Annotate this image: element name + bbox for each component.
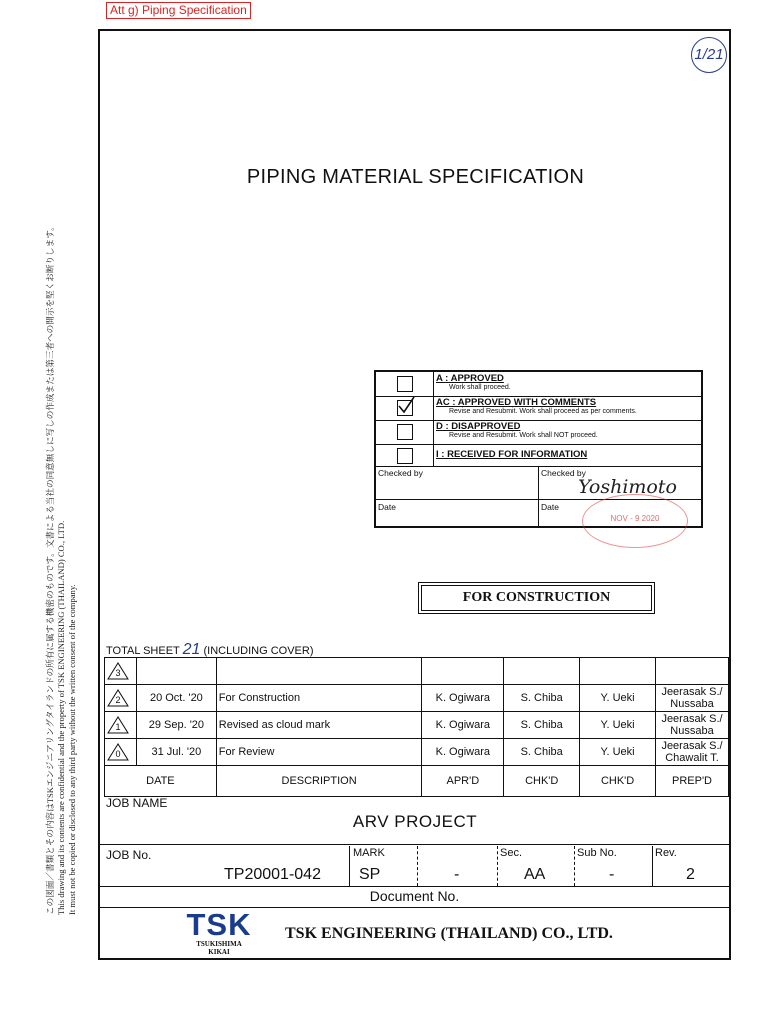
table-header-row [105, 766, 729, 797]
confidentiality-en-1: This drawing and its contents are confidential and the property of TSK ENGINEERING (THAILAND) CO., LTD. [56, 520, 66, 915]
approval-row-information [376, 444, 701, 467]
revision-checked-by-2: Y. Ueki [580, 685, 656, 712]
project-name: ARV PROJECT [352, 812, 478, 831]
signature: Yoshimoto [578, 476, 677, 498]
approval-row-head: D : DISAPPROVED [436, 421, 521, 432]
revision-approved-by: K. Ogiwara [422, 712, 504, 739]
approved-with-comments-checkbox[interactable] [397, 400, 413, 416]
sheet-number-badge: 1/21 [691, 37, 727, 73]
table-row [105, 685, 729, 712]
mark-value: SP [359, 866, 381, 883]
information-checkbox[interactable] [397, 448, 413, 464]
date-label: Date [541, 502, 559, 512]
checked-by-label: Checked by [541, 468, 586, 478]
revision-description: For Construction [216, 685, 422, 712]
revision-description: For Review [216, 739, 422, 766]
sub-no-value: - [609, 866, 615, 883]
revision-checked-by-2 [580, 658, 656, 685]
table-row [105, 712, 729, 739]
job-number-row [104, 846, 729, 886]
red-stamp [582, 494, 688, 548]
revision-approved-by: K. Ogiwara [422, 685, 504, 712]
confidentiality-jp: この図面／書類とその内容はTSKエンジニアリングタイランドの所有に属する機密のものです。文書による当社の同意無しに写しの作成または第三者への開示を堅くお断りします。 [45, 222, 55, 915]
attachment-label: Att g) Piping Specification [106, 2, 251, 19]
confidentiality-en-2: It must not be copied or disclosed to any third party without the written consent of the company. [67, 584, 77, 915]
revision-number: 0 [115, 749, 121, 759]
col-header-date: DATE [105, 766, 217, 797]
col-header-approved: APR'D [422, 766, 504, 797]
section-label: Sec. [500, 847, 523, 859]
revision-prepared-by: Jeerasak S./ [661, 713, 723, 725]
revision-number: 2 [115, 695, 121, 705]
revision-checked-by [504, 658, 580, 685]
revision-approved-by [422, 658, 504, 685]
job-no-value: TP20001-042 [224, 866, 321, 883]
status-text: FOR CONSTRUCTION [421, 585, 652, 611]
revision-date [136, 658, 216, 685]
revision-checked-by-2: Y. Ueki [580, 739, 656, 766]
revision-prepared-by: Jeerasak S./ [661, 686, 723, 698]
sub-no-label: Sub No. [577, 847, 617, 859]
revision-description [216, 658, 422, 685]
revision-date: 20 Oct. '20 [136, 685, 216, 712]
revision-prepared-by: Jeerasak S./ [661, 740, 723, 752]
revision-checked-by: S. Chiba [504, 685, 580, 712]
total-sheet-prefix: TOTAL SHEET [106, 645, 180, 657]
disapproved-checkbox[interactable] [397, 424, 413, 440]
approval-row-desc: Work shall proceed. [449, 384, 511, 391]
rev-value: 2 [686, 866, 695, 883]
revision-table [104, 657, 729, 797]
page-title: PIPING MATERIAL SPECIFICATION [246, 166, 585, 188]
date-label: Date [378, 502, 396, 512]
approval-row-approved [376, 372, 701, 397]
revision-checked-by: S. Chiba [504, 739, 580, 766]
logo-sub-1: TSUKISHIMA [196, 940, 242, 948]
approval-row-approved-with-comments [376, 396, 701, 421]
revision-checked-by: S. Chiba [504, 712, 580, 739]
table-row [105, 739, 729, 766]
company-name: TSK ENGINEERING (THAILAND) CO., LTD. [285, 925, 613, 942]
total-sheet-suffix: (INCLUDING COVER) [203, 645, 314, 657]
mark-label: MARK [353, 847, 385, 859]
revision-number: 3 [115, 668, 121, 678]
approval-box [374, 370, 703, 528]
revision-prepared-by-2: Nussaba [670, 698, 714, 710]
approval-row-head: AC : APPROVED WITH COMMENTS [436, 397, 597, 408]
total-sheet-count: 21 [182, 641, 201, 658]
approval-row-desc: Revise and Resubmit. Work shall proceed as per comments. [449, 408, 637, 415]
logo-sub-2: KIKAI [208, 948, 230, 956]
approval-row-head: I : RECEIVED FOR INFORMATION [436, 449, 588, 460]
document-no-label: Document No. [369, 888, 460, 904]
approval-row-disapproved [376, 420, 701, 445]
approved-checkbox[interactable] [397, 376, 413, 392]
col-header-checked-2: CHK'D [580, 766, 656, 797]
table-row [105, 658, 729, 685]
revision-date: 29 Sep. '20 [136, 712, 216, 739]
approval-row-head: A : APPROVED [436, 373, 504, 384]
revision-prepared-by-2: Nussaba [670, 725, 714, 737]
revision-prepared-by-2: Chawalit T. [665, 752, 719, 764]
revision-checked-by-2: Y. Ueki [580, 712, 656, 739]
revision-number: 1 [115, 722, 121, 732]
job-no-label: JOB No. [106, 848, 152, 862]
col-header-description: DESCRIPTION [216, 766, 422, 797]
check-mark-icon [397, 397, 415, 415]
company-logo [176, 907, 262, 956]
col-header-checked: CHK'D [504, 766, 580, 797]
approval-row-desc: Revise and Resubmit. Work shall NOT proceed. [449, 432, 598, 439]
status-box [418, 582, 655, 614]
logo-text: TSK [186, 907, 252, 942]
rev-label: Rev. [655, 847, 677, 859]
checked-by-label: Checked by [378, 468, 423, 478]
col-header-prepared: PREP'D [656, 766, 729, 797]
revision-description: Revised as cloud mark [216, 712, 422, 739]
job-name-label: JOB NAME [106, 796, 168, 810]
stamp-date: NOV - 9 2020 [610, 514, 660, 523]
revision-date: 31 Jul. '20 [136, 739, 216, 766]
separator-value: - [454, 866, 460, 883]
section-value: AA [524, 866, 546, 883]
confidentiality-note [45, 222, 78, 915]
revision-approved-by: K. Ogiwara [422, 739, 504, 766]
